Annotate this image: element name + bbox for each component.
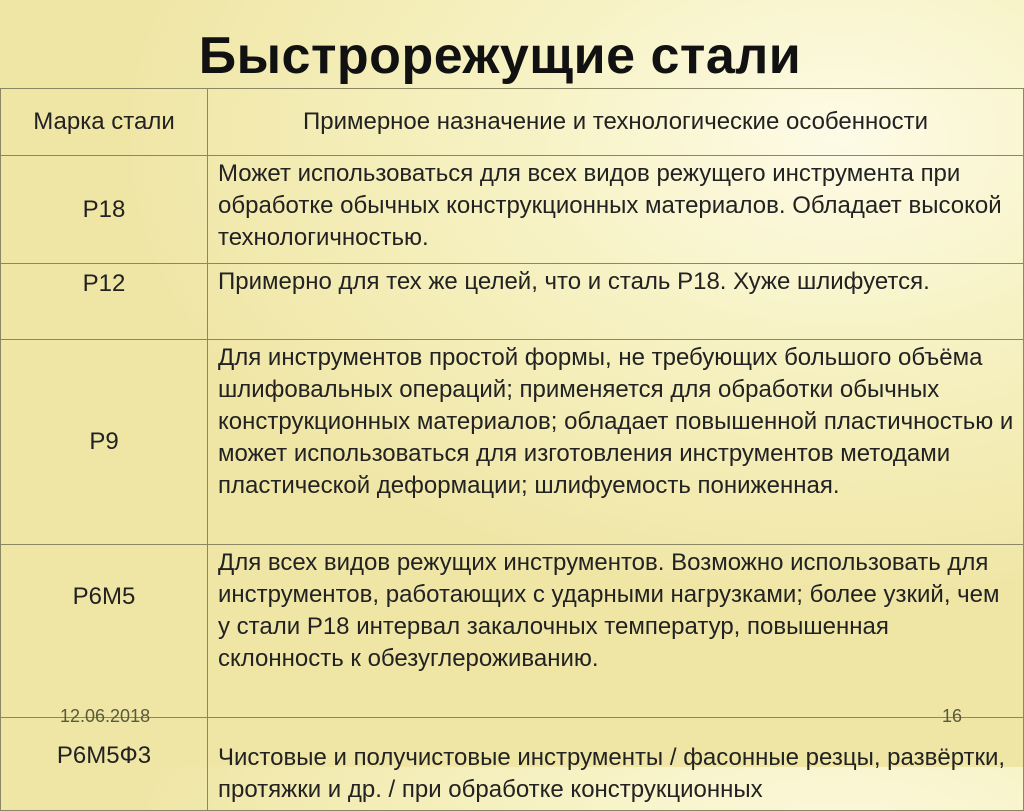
steel-grade-cell: Р12	[1, 264, 208, 340]
table-row	[1, 718, 1024, 811]
description-cell: Для инструментов простой формы, не требующих большого объёма шлифовальных операций; применяется для обработки обычных конструкционных материалов; обладает повышенной пластичностью и может использоваться для изготовления инструментов методами пластической деформации; шлифуемость пониженная.	[208, 340, 1024, 545]
steel-grade-cell: Р9	[1, 340, 208, 545]
table-header-row	[1, 89, 1024, 156]
table-row	[1, 264, 1024, 340]
description-cell: Чистовые и получистовые инструменты / фасонные резцы, развёртки, протяжки и др. / при обработке конструкционных	[208, 718, 1024, 811]
steel-grade-cell: Р6М5	[1, 545, 208, 718]
steel-grade-cell: Р6М5Ф3	[1, 718, 208, 811]
column-header-description: Примерное назначение и технологические особенности	[208, 89, 1024, 156]
description-cell: Может использоваться для всех видов режущего инструмента при обработке обычных конструкционных материалов. Обладает высокой технологичностью.	[208, 156, 1024, 264]
column-header-grade: Марка стали	[1, 89, 208, 156]
steel-grade-cell: Р18	[1, 156, 208, 264]
description-cell: Для всех видов режущих инструментов. Возможно использовать для инструментов, работающих с ударными нагрузками; более узкий, чем у стали Р18 интервал закалочных температур, повышенная склонность к обезуглероживанию.	[208, 545, 1024, 718]
table-row	[1, 545, 1024, 718]
description-cell: Примерно для тех же целей, что и сталь Р18. Хуже шлифуется.	[208, 264, 1024, 340]
steel-grades-table	[0, 88, 1024, 811]
footer-date: 12.06.2018	[60, 706, 151, 726]
table-row	[1, 340, 1024, 545]
slide-number: 16	[942, 706, 963, 726]
table-row	[1, 156, 1024, 264]
slide-title: Быстрорежущие стали	[198, 27, 802, 85]
